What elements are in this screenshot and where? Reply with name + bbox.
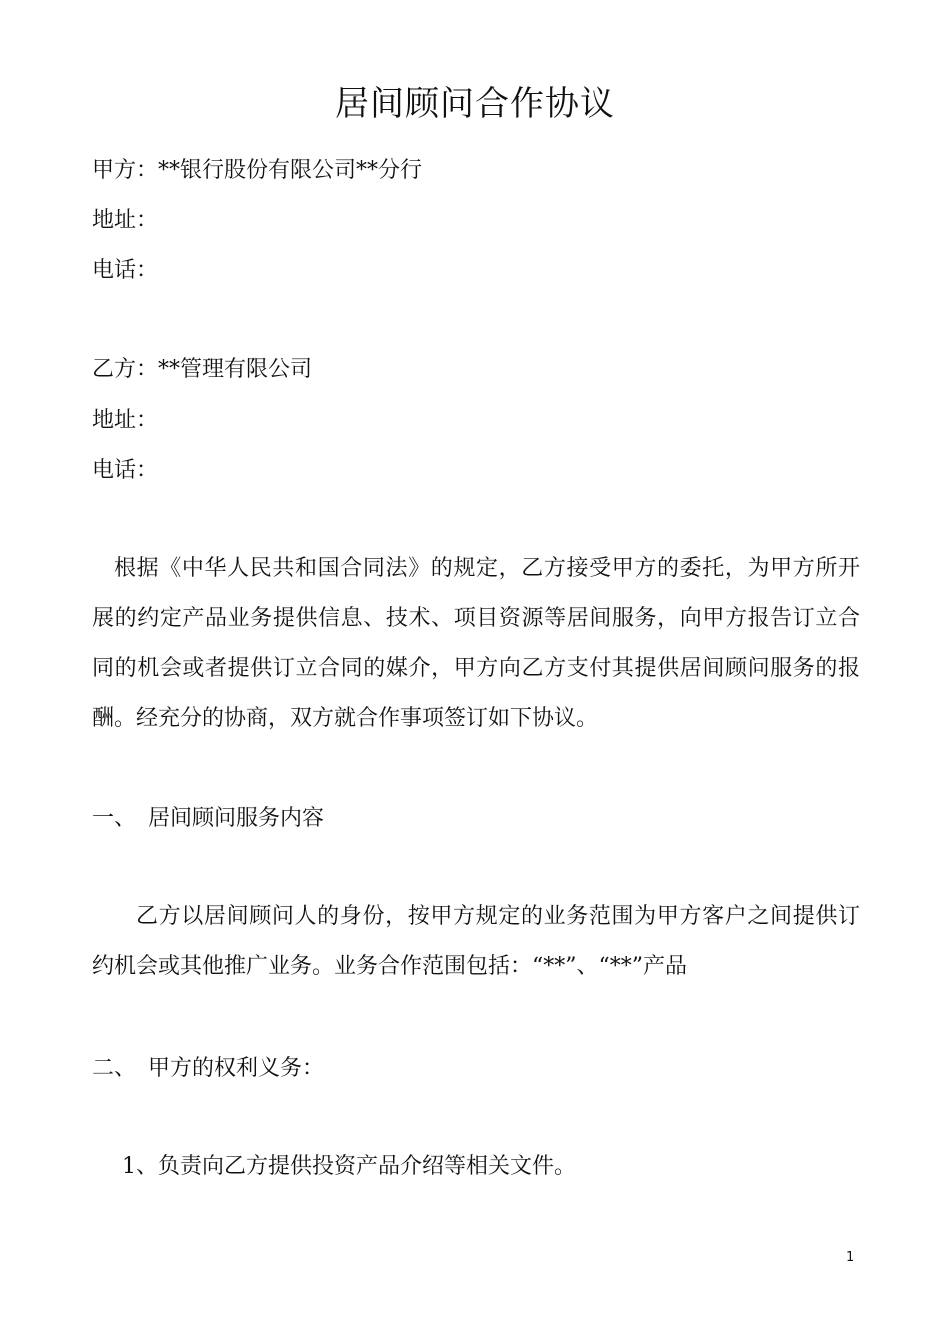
preamble-paragraph: 根据《中华人民共和国合同法》的规定，乙方接受甲方的委托，为甲方所开展的约定产品业务提供信息、技术、项目资源等居间服务，向甲方报告订立合同的机会或者提供订立合同的媒介，甲方向乙方支付其提供居间顾问服务的报酬。经充分的协商，双方就合作事项签订如下协议。: [92, 556, 860, 731]
section-2-heading: [92, 1054, 324, 1084]
section-1-title: 居间顾问服务内容: [148, 806, 325, 831]
section-2-number: 二、: [92, 1056, 137, 1081]
section-1-number: 一、: [92, 806, 137, 831]
party-b-address: 地址：: [92, 408, 159, 433]
party-b-phone: 电话：: [92, 458, 159, 483]
section-2-item-1: 1、负责向乙方提供投资产品介绍等相关文件。: [122, 1154, 576, 1179]
party-a-address: 地址：: [92, 208, 159, 233]
document-title: 居间顾问合作协议: [335, 84, 615, 124]
section-1-heading: [92, 804, 324, 834]
section-2-title: 甲方的权利义务：: [148, 1056, 325, 1081]
party-b-name: 乙方：**管理有限公司: [92, 357, 313, 382]
party-a-phone: 电话：: [92, 258, 159, 283]
party-a-name: 甲方：**银行股份有限公司**分行: [92, 158, 423, 183]
page-number: 1: [846, 1250, 855, 1265]
section-1-body: 乙方以居间顾问人的身份，按甲方规定的业务范围为甲方客户之间提供订约机会或其他推广业务。业务合作范围包括：“**”、“**”产品: [92, 904, 860, 979]
